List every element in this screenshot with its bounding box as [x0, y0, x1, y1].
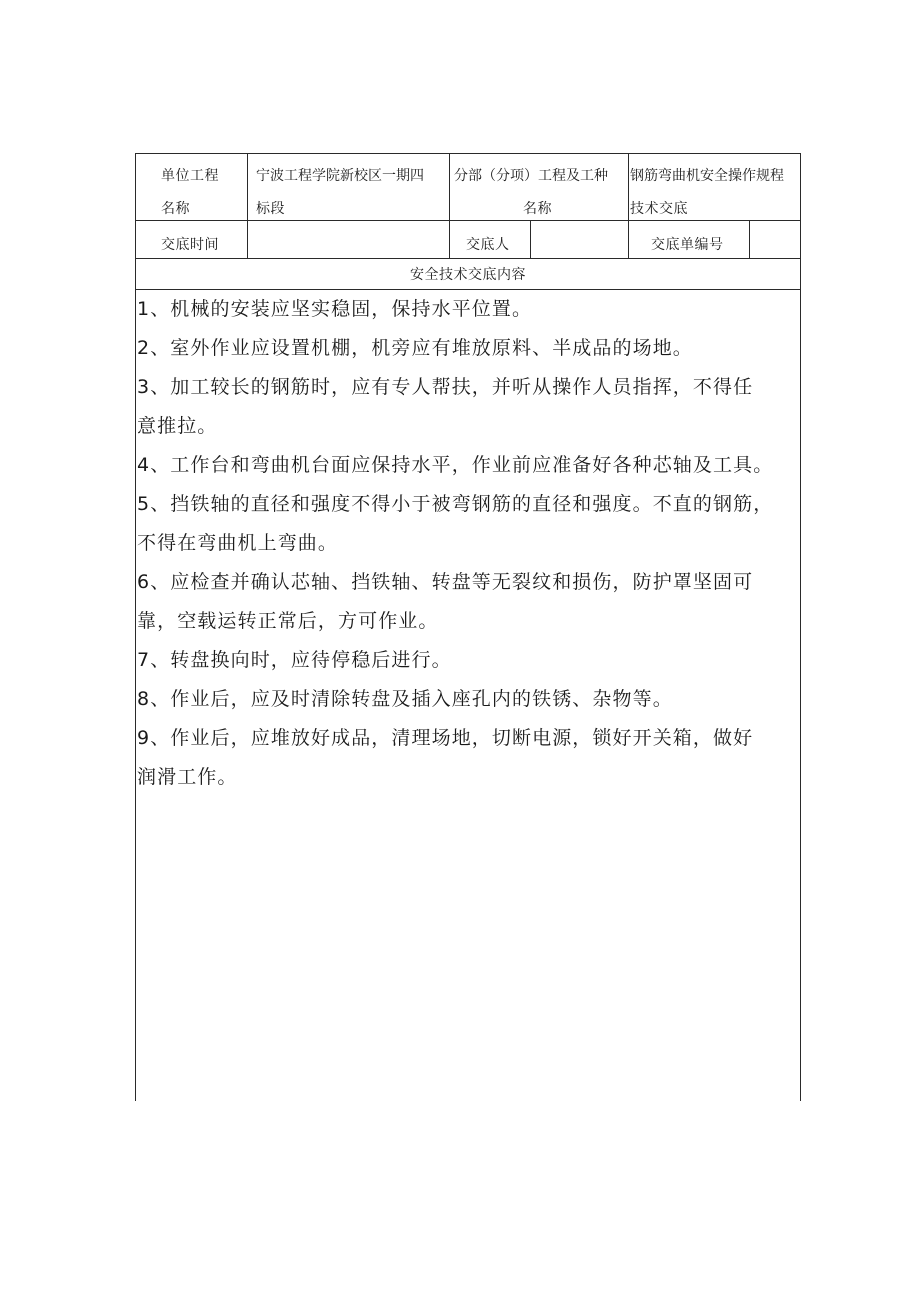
list-item-cont: 意推拉。 [137, 415, 218, 437]
col-divider [628, 154, 629, 220]
col-divider [449, 154, 450, 220]
col-divider [247, 220, 248, 258]
list-item: 4、工作台和弯曲机台面应保持水平，作业前应准备好各种芯轴及工具。 [137, 454, 774, 476]
unit-value-cont: 标段 [256, 201, 285, 217]
sub-label: 分部（分项）工程及工种 [454, 168, 608, 184]
col-divider [449, 220, 450, 258]
person-label: 交底人 [466, 237, 510, 253]
doc-no-label: 交底单编号 [651, 237, 724, 253]
row-divider-1 [136, 220, 800, 221]
col-divider [628, 220, 629, 258]
unit-value: 宁波工程学院新校区一期四 [256, 168, 424, 184]
list-item-cont: 靠，空载运转正常后，方可作业。 [137, 610, 439, 632]
col-divider [530, 220, 531, 258]
section-title: 安全技术交底内容 [410, 267, 526, 283]
list-item: 6、应检查并确认芯轴、挡铁轴、转盘等无裂纹和损伤，防护罩坚固可 [137, 571, 754, 593]
list-item: 2、室外作业应设置机棚，机旁应有堆放原料、半成品的场地。 [137, 337, 693, 359]
sub-value-cont: 技术交底 [630, 201, 688, 217]
list-item: 7、转盘换向时，应待停稳后进行。 [137, 649, 452, 671]
time-label: 交底时间 [161, 237, 219, 253]
unit-label: 单位工程 [161, 168, 219, 184]
content-list [136, 290, 800, 797]
col-divider [247, 154, 248, 220]
disclosure-form [135, 153, 801, 1101]
list-item-cont: 不得在弯曲机上弯曲。 [137, 532, 339, 554]
list-item: 8、作业后，应及时清除转盘及插入座孔内的铁锈、杂物等。 [137, 688, 673, 710]
list-item: 5、挡铁轴的直径和强度不得小于被弯钢筋的直径和强度。不直的钢筋， [137, 493, 774, 515]
sub-label-cont: 名称 [523, 201, 552, 217]
list-item: 9、作业后，应堆放好成品，清理场地，切断电源，锁好开关箱，做好 [137, 727, 754, 749]
unit-label-cont: 名称 [161, 201, 190, 217]
list-item: 3、加工较长的钢筋时，应有专人帮扶，并听从操作人员指挥，不得任 [137, 376, 754, 398]
list-item: 1、机械的安装应坚实稳固，保持水平位置。 [137, 298, 533, 320]
col-divider [749, 220, 750, 258]
list-item-cont: 润滑工作。 [137, 766, 238, 788]
sub-value: 钢筋弯曲机安全操作规程 [630, 168, 784, 184]
